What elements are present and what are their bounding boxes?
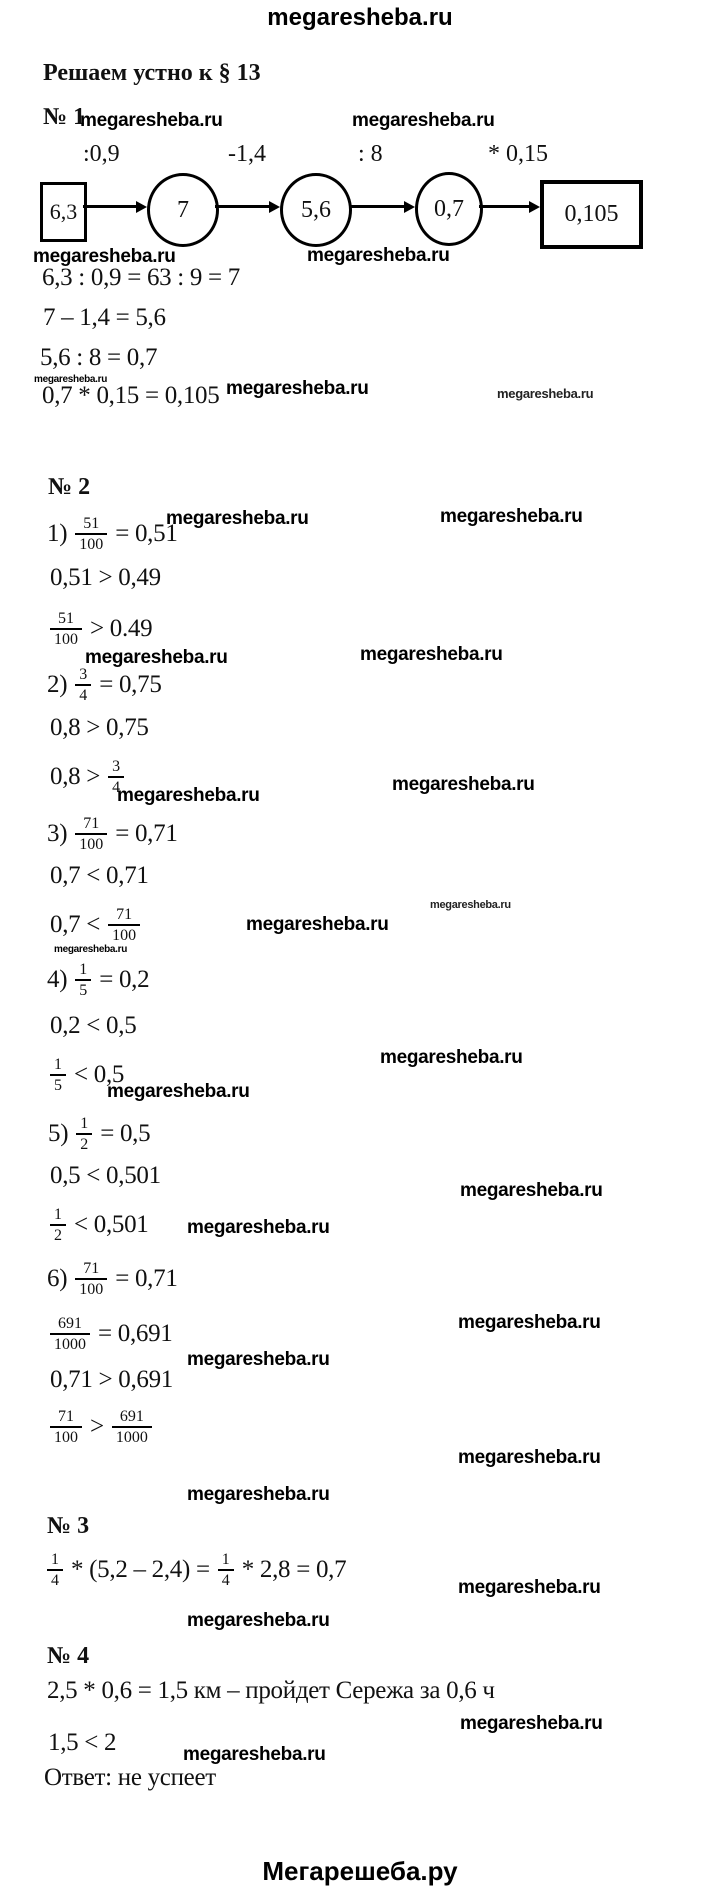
- math-text: 2,5 * 0,6 = 1,5 км – пройдет Сережа за 0,6 ч: [47, 1677, 495, 1704]
- math-text: 0,2 < 0,5: [50, 1012, 137, 1039]
- math-text: 6,3 : 0,9 = 63 : 9 = 7: [42, 264, 240, 291]
- t2-item4-line2: [50, 1012, 136, 1040]
- watermark: megaresheba.ru: [497, 386, 594, 401]
- fraction-denominator: 100: [108, 924, 140, 944]
- t2-item6-line2: [50, 1315, 173, 1354]
- fraction-numerator: 1: [51, 1551, 59, 1568]
- diagram-node-2: 5,6: [280, 173, 352, 247]
- fraction-denominator: 2: [50, 1224, 66, 1244]
- fraction-numerator: 1: [54, 1056, 62, 1073]
- watermark: megaresheba.ru: [107, 1081, 250, 1102]
- math-text: Ответ: не успеет: [44, 1764, 216, 1791]
- fraction-denominator: 5: [75, 979, 91, 999]
- arrow-icon: [83, 205, 136, 208]
- task2-label: № 2: [48, 474, 91, 500]
- t1-solution-line: [42, 382, 219, 410]
- math-text: = 0,71: [115, 1265, 178, 1293]
- watermark: megaresheba.ru: [458, 1447, 601, 1468]
- t1-solution-line: [43, 304, 166, 332]
- math-text: > 0.49: [90, 615, 153, 643]
- t1-solution-line: [40, 344, 157, 372]
- t2-item3-line2: [50, 862, 149, 890]
- math-text: 4): [47, 966, 68, 994]
- t2-item6-line1: [47, 1260, 178, 1299]
- math-text: * 2,8 = 0,7: [241, 1556, 347, 1584]
- t2-item4-line1: [47, 961, 149, 1000]
- fraction-numerator: 3: [79, 666, 88, 683]
- fraction-denominator: 4: [47, 1569, 63, 1589]
- math-text: * (5,2 – 2,4) =: [71, 1556, 210, 1584]
- math-text: 0,5 < 0,501: [50, 1162, 161, 1189]
- fraction-numerator: 71: [116, 906, 133, 923]
- t4-line2: [48, 1729, 116, 1757]
- math-text: 2): [47, 671, 68, 699]
- t4-line1: [47, 1677, 495, 1705]
- fraction-numerator: 691: [58, 1315, 82, 1332]
- fraction: [50, 610, 82, 649]
- math-text: 1): [47, 520, 68, 548]
- fraction: [50, 1206, 66, 1245]
- watermark: megaresheba.ru: [187, 1217, 330, 1238]
- page-title: Решаем устно к § 13: [43, 60, 261, 86]
- fraction: [50, 1056, 66, 1095]
- math-text: 0,51 > 0,49: [50, 564, 161, 591]
- watermark: megaresheba.ru: [80, 110, 223, 131]
- task3-label: № 3: [47, 1513, 90, 1539]
- math-text: 0,7 * 0,15 = 0,105: [42, 382, 220, 409]
- fraction-denominator: 4: [75, 684, 91, 704]
- t2-item2-line3: [50, 758, 124, 797]
- fraction-numerator: 1: [80, 1115, 89, 1132]
- math-text: 0,7 <: [50, 911, 101, 939]
- fraction-numerator: 1: [79, 961, 88, 978]
- diagram-result-box: 0,105: [540, 180, 643, 249]
- watermark: megaresheba.ru: [458, 1577, 601, 1598]
- t2-item6-line3: [50, 1366, 173, 1394]
- watermark: megaresheba.ru: [460, 1713, 603, 1734]
- watermark: megaresheba.ru: [360, 644, 503, 665]
- math-text: 5,6 : 8 = 0,7: [40, 344, 158, 371]
- fraction-numerator: 71: [58, 1408, 74, 1425]
- watermark: megaresheba.ru: [166, 508, 309, 529]
- watermark: megaresheba.ru: [352, 110, 495, 131]
- t1-solution-line: [42, 264, 240, 292]
- fraction-denominator: 1000: [50, 1333, 90, 1353]
- op-label-1: :0,9: [83, 141, 120, 167]
- fraction-denominator: 2: [76, 1133, 92, 1153]
- watermark: megaresheba.ru: [380, 1047, 523, 1068]
- fraction: [218, 1551, 234, 1590]
- watermark: megaresheba.ru: [117, 785, 260, 806]
- watermark: megaresheba.ru: [187, 1610, 330, 1631]
- watermark: megaresheba.ru: [458, 1312, 601, 1333]
- op-label-2: -1,4: [228, 141, 266, 167]
- math-text: < 0,5: [74, 1061, 125, 1089]
- math-text: = 0,5: [100, 1120, 151, 1148]
- t2-item2-line2: [50, 714, 149, 742]
- math-text: = 0,691: [98, 1320, 173, 1348]
- t2-item1-line1: [47, 515, 178, 554]
- watermark: megaresheba.ru: [430, 899, 511, 911]
- watermark: megaresheba.ru: [85, 647, 228, 668]
- fraction-numerator: 3: [112, 758, 121, 775]
- fraction: [50, 1315, 90, 1354]
- task4-label: № 4: [47, 1643, 90, 1669]
- fraction: [75, 815, 107, 854]
- fraction-denominator: 4: [218, 1569, 234, 1589]
- fraction-numerator: 71: [83, 1260, 100, 1277]
- math-text: 0,8 >: [50, 763, 101, 791]
- math-text: 1,5 < 2: [48, 1729, 117, 1756]
- t2-item3-line3: [50, 906, 140, 945]
- fraction-denominator: 4: [108, 776, 124, 796]
- fraction: [108, 906, 140, 945]
- fraction-denominator: 100: [75, 1278, 107, 1298]
- task1-label: № 1: [43, 104, 86, 130]
- watermark: megaresheba.ru: [307, 245, 450, 266]
- watermark: megaresheba.ru: [187, 1349, 330, 1370]
- fraction-denominator: 5: [50, 1074, 66, 1094]
- fraction: [75, 961, 91, 1000]
- t2-item2-line1: [47, 666, 162, 705]
- op-label-4: * 0,15: [488, 141, 548, 167]
- diagram-node-1: 7: [147, 173, 219, 247]
- t2-item5-line2: [50, 1162, 161, 1190]
- t2-item5-line3: [50, 1206, 149, 1245]
- math-text: 0,71 > 0,691: [50, 1366, 173, 1393]
- math-text: >: [90, 1413, 104, 1441]
- math-text: 0,8 > 0,75: [50, 714, 149, 741]
- t4-answer: [44, 1764, 216, 1792]
- fraction-denominator: 100: [50, 628, 82, 648]
- fraction: [76, 1115, 92, 1154]
- math-text: = 0,71: [115, 820, 178, 848]
- fraction-denominator: 100: [75, 533, 107, 553]
- fraction: [47, 1551, 63, 1590]
- watermark: megaresheba.ru: [440, 506, 583, 527]
- fraction-numerator: 1: [221, 1551, 230, 1568]
- t2-item1-line2: [50, 564, 161, 592]
- t2-item1-line3: [50, 610, 152, 649]
- fraction-denominator: 100: [75, 833, 107, 853]
- watermark: megaresheba.ru: [34, 374, 108, 385]
- fraction: [75, 1260, 107, 1299]
- watermark: megaresheba.ru: [460, 1180, 603, 1201]
- fraction: [112, 1408, 152, 1447]
- t2-item3-line1: [47, 815, 178, 854]
- math-text: = 0,51: [115, 520, 178, 548]
- site-watermark-header: megaresheba.ru: [267, 4, 453, 31]
- arrow-icon: [349, 205, 404, 208]
- fraction: [50, 1408, 82, 1447]
- fraction: [75, 515, 107, 554]
- math-text: < 0,501: [74, 1211, 149, 1239]
- diagram-start-box: 6,3: [40, 182, 87, 242]
- arrow-icon: [479, 205, 529, 208]
- fraction-denominator: 1000: [112, 1426, 152, 1446]
- math-text: = 0,75: [99, 671, 162, 699]
- math-text: 6): [47, 1265, 68, 1293]
- watermark: megaresheba.ru: [54, 944, 128, 955]
- watermark: megaresheba.ru: [183, 1744, 326, 1765]
- t2-item6-line4: [50, 1408, 152, 1447]
- op-label-3: : 8: [358, 141, 383, 167]
- fraction-numerator: 71: [83, 815, 100, 832]
- watermark: megaresheba.ru: [33, 246, 176, 267]
- fraction-numerator: 51: [58, 610, 74, 627]
- fraction-denominator: 100: [50, 1426, 82, 1446]
- t2-item5-line1: [48, 1115, 150, 1154]
- math-text: 7 – 1,4 = 5,6: [43, 304, 166, 331]
- fraction-numerator: 691: [119, 1408, 144, 1425]
- math-text: 3): [47, 820, 68, 848]
- t3-line: [47, 1551, 346, 1590]
- fraction-numerator: 51: [83, 515, 100, 532]
- math-text: 5): [48, 1120, 69, 1148]
- arrow-icon: [215, 205, 269, 208]
- math-text: = 0,2: [99, 966, 150, 994]
- watermark: megaresheba.ru: [392, 774, 535, 795]
- watermark: megaresheba.ru: [226, 378, 369, 399]
- math-text: 0,7 < 0,71: [50, 862, 149, 889]
- fraction-numerator: 1: [54, 1206, 62, 1223]
- watermark: megaresheba.ru: [187, 1484, 330, 1505]
- footer-brand: Мегарешеба.ру: [262, 1856, 458, 1886]
- diagram-node-3: 0,7: [415, 172, 483, 246]
- fraction: [75, 666, 91, 705]
- watermark: megaresheba.ru: [246, 914, 389, 935]
